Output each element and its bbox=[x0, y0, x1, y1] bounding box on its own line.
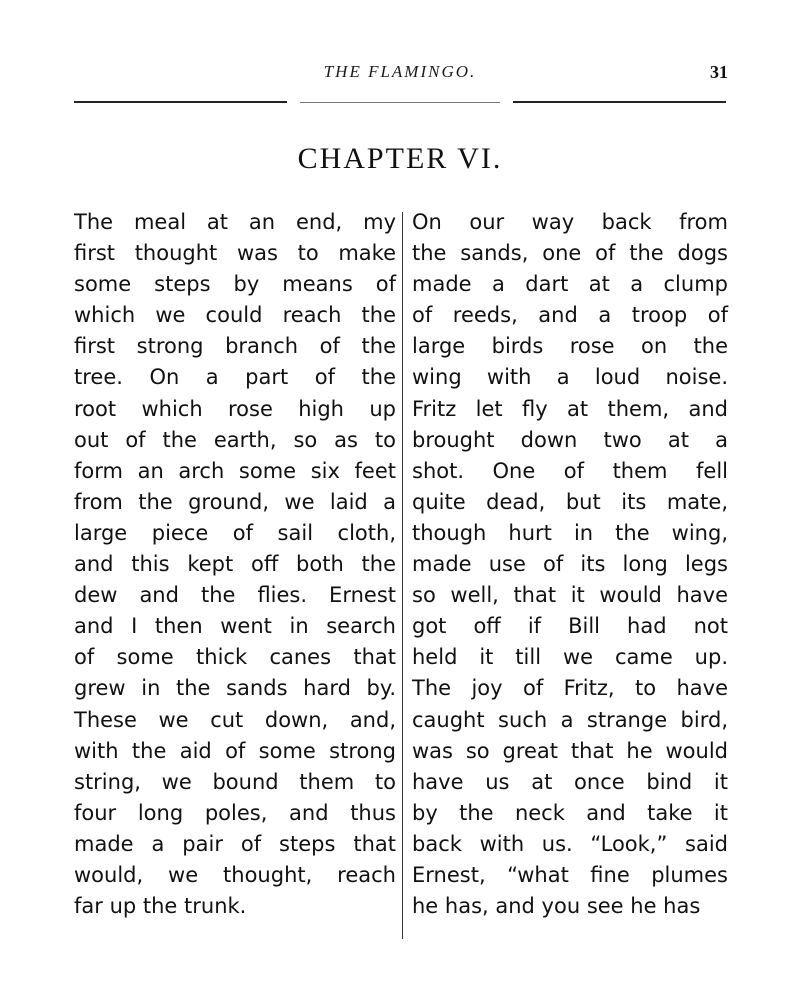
text-line: The meal at an end, my bbox=[74, 210, 396, 234]
text-line: of reeds, and a troop of bbox=[412, 303, 728, 328]
text-line: shot. One of them fell bbox=[412, 458, 728, 483]
column-divider bbox=[402, 212, 403, 939]
header-rule-right bbox=[513, 101, 726, 103]
running-title: THE FLAMINGO. bbox=[323, 62, 477, 81]
text-line: root which rose high up bbox=[74, 396, 396, 421]
left-column bbox=[74, 207, 396, 922]
text-line: far up the trunk. bbox=[74, 894, 247, 919]
text-line: and this kept off both the bbox=[74, 552, 396, 577]
text-line: wing with a loud noise. bbox=[412, 365, 728, 390]
text-line: out of the earth, so as to bbox=[74, 427, 396, 452]
text-line: dew and the flies. Ernest bbox=[74, 583, 396, 608]
text-line: got off if Bill had not bbox=[412, 614, 728, 639]
text-line: he has, and you see he has bbox=[412, 894, 701, 919]
text-line: Fritz let fly at them, and bbox=[412, 396, 728, 421]
header-rule-left bbox=[74, 101, 287, 103]
text-line: first strong branch of the bbox=[74, 334, 396, 359]
text-line: caught such a strange bird, bbox=[412, 707, 728, 732]
text-line: tree. On a part of the bbox=[74, 365, 396, 390]
text-line: Ernest, “what fine plumes bbox=[412, 862, 728, 887]
text-line: some steps by means of bbox=[74, 272, 396, 297]
text-line: large piece of sail cloth, bbox=[74, 520, 396, 545]
text-line: back with us. “Look,” said bbox=[412, 831, 728, 856]
text-line: the sands, one of the dogs bbox=[412, 241, 728, 266]
text-line: with the aid of some strong bbox=[74, 738, 396, 763]
text-line: On our way back from bbox=[412, 210, 728, 234]
text-line: large birds rose on the bbox=[412, 334, 728, 359]
text-line: would, we thought, reach bbox=[74, 862, 396, 887]
text-line: grew in the sands hard by. bbox=[74, 676, 396, 701]
text-line: which we could reach the bbox=[74, 303, 396, 328]
text-line: of some thick canes that bbox=[74, 645, 396, 670]
page-number: 31 bbox=[710, 62, 728, 82]
right-column bbox=[412, 207, 728, 922]
text-line: made a dart at a clump bbox=[412, 272, 728, 297]
text-line: made a pair of steps that bbox=[74, 831, 396, 856]
text-line: though hurt in the wing, bbox=[412, 520, 728, 545]
text-line: have us at once bind it bbox=[412, 769, 728, 794]
text-line: brought down two at a bbox=[412, 427, 728, 452]
text-line: These we cut down, and, bbox=[74, 707, 396, 732]
text-line: from the ground, we laid a bbox=[74, 489, 396, 514]
text-line: first thought was to make bbox=[74, 241, 396, 266]
chapter-heading: CHAPTER VI. bbox=[297, 142, 503, 175]
text-line: four long poles, and thus bbox=[74, 800, 396, 825]
text-line: The joy of Fritz, to have bbox=[412, 676, 728, 701]
text-line: so well, that it would have bbox=[412, 583, 728, 608]
text-line: made use of its long legs bbox=[412, 552, 728, 577]
text-line: by the neck and take it bbox=[412, 800, 728, 825]
text-line: form an arch some six feet bbox=[74, 458, 396, 483]
text-line: held it till we came up. bbox=[412, 645, 728, 670]
text-line: quite dead, but its mate, bbox=[412, 489, 728, 514]
text-line: string, we bound them to bbox=[74, 769, 396, 794]
text-line: and I then went in search bbox=[74, 614, 396, 639]
text-line: was so great that he would bbox=[412, 738, 728, 763]
header-rule-center bbox=[300, 102, 500, 103]
